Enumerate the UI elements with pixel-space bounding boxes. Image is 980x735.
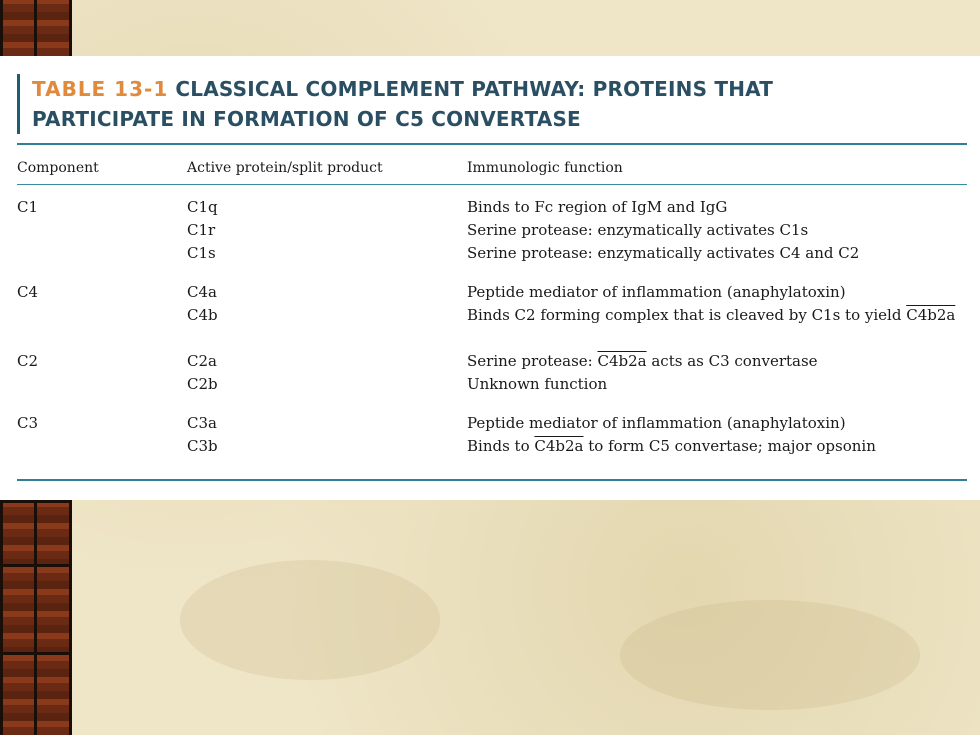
function-cell: Serine protease: enzymatically activates C4 and C2 [467,244,860,262]
function-cell: Peptide mediator of inflammation (anaphylatoxin) [467,283,846,301]
table-panel [0,56,980,500]
decorative-border-bottom [0,500,72,735]
header-product: Active protein/split product [187,160,383,176]
product-cell: C3a [187,414,217,432]
function-cell: Binds to Fc region of IgM and IgG [467,198,728,216]
header-function: Immunologic function [467,160,623,176]
function-text: acts as C3 convertase [646,352,818,370]
component-c2: C2 [17,352,39,370]
product-cell: C4a [187,283,217,301]
background-texture [620,600,920,710]
function-text: Serine protease: [467,352,598,370]
product-cell: C1r [187,221,216,239]
function-cell [467,351,818,371]
function-cell: Serine protease: enzymatically activates C1s [467,221,809,239]
product-cell: C1s [187,244,216,262]
table-title-line-1 [32,74,967,104]
function-text: Binds to [467,437,535,455]
top-rule [17,143,967,145]
function-cell: Unknown function [467,375,608,393]
product-cell: C4b [187,306,218,324]
header-component: Component [17,160,99,176]
component-c1: C1 [17,198,39,216]
product-cell: C1q [187,198,218,216]
background-texture [180,560,440,680]
function-text: to form C5 convertase; major opsonin [583,437,876,455]
table-number: TABLE 13-1 [32,77,169,101]
product-cell: C2a [187,352,217,370]
overlined-complex: C4b2a [597,352,647,370]
function-cell: Peptide mediator of inflammation (anaphylatoxin) [467,414,846,432]
table-title-line-2: PARTICIPATE IN FORMATION OF C5 CONVERTASE [32,107,581,131]
function-text: Binds C2 forming complex that is cleaved by C1s to yield [467,306,907,324]
table-title [17,74,967,134]
product-cell: C3b [187,437,218,455]
product-cell: C2b [187,375,218,393]
component-c4: C4 [17,283,39,301]
function-cell [467,305,955,325]
component-c3: C3 [17,414,39,432]
overlined-complex: C4b2a [906,306,956,324]
decorative-border-top [0,0,72,56]
function-cell [467,436,876,456]
table-title-text-1: CLASSICAL COMPLEMENT PATHWAY: PROTEINS THAT [175,77,774,101]
bottom-rule [17,479,967,481]
overlined-complex: C4b2a [534,437,584,455]
header-rule [17,184,967,185]
